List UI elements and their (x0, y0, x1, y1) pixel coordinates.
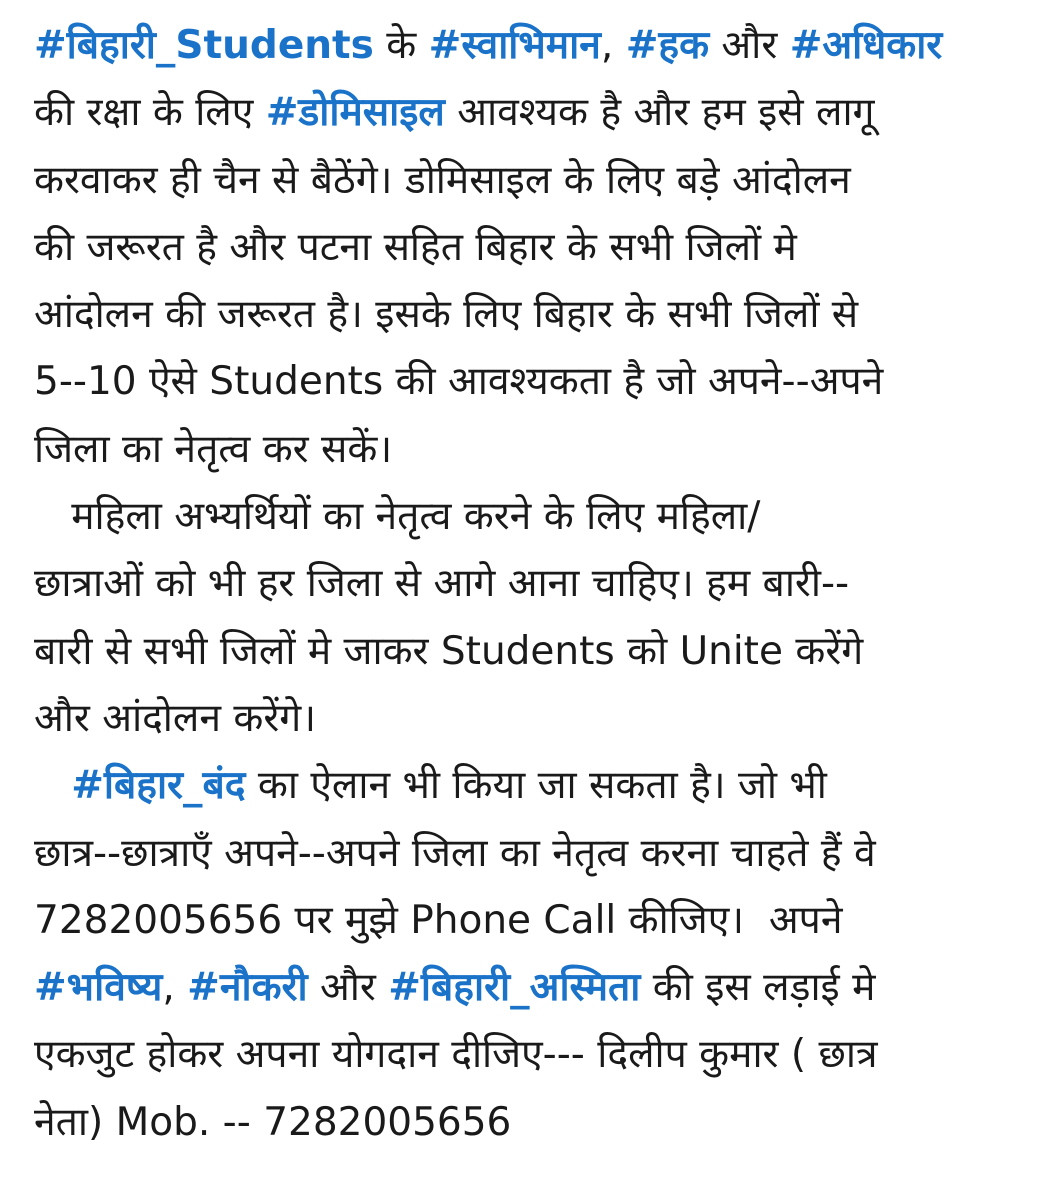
text-line (34, 281, 1059, 348)
text-line (34, 483, 1059, 550)
text-line (34, 550, 1059, 617)
text-line (34, 820, 1059, 887)
text-line (34, 79, 1059, 146)
text-line (34, 1089, 1059, 1156)
hashtag-link[interactable]: #अधिकार (789, 23, 943, 68)
text-segment (34, 763, 71, 808)
post-text (34, 12, 1059, 1156)
hashtag-link[interactable]: #बिहार_बंद (71, 763, 246, 809)
hashtag-link[interactable]: #डोमिसाइल (265, 90, 445, 136)
text-line (34, 147, 1059, 214)
text-segment: का ऐलान भी किया जा सकता है। जो भी (245, 763, 827, 809)
text-line (34, 618, 1059, 685)
hashtag-link[interactable]: #भविष्य (34, 965, 163, 1011)
text-segment: 5--10 ऐसे Students की आवश्यकता है जो अपने--अपने (34, 359, 884, 405)
hashtag-link[interactable]: #नौकरी (187, 965, 308, 1011)
text-segment: की जरूरत है और पटना सहित बिहार के सभी जिलों मे (34, 224, 797, 270)
text-segment: जिला का नेतृत्व कर सकें। (34, 426, 393, 472)
text-segment: करवाकर ही चैन से बैठेंगे। डोमिसाइल के लिए बड़े आंदोलन (34, 157, 851, 203)
text-segment: आवश्यक है और हम इसे लागू (444, 90, 875, 136)
text-line (34, 752, 1059, 819)
hashtag-link[interactable]: #हक (625, 23, 710, 68)
text-line (34, 348, 1059, 415)
text-line (34, 887, 1059, 954)
text-segment: एकजुट होकर अपना योगदान दीजिए--- दिलीप कुमार ( छात्र (34, 1032, 878, 1078)
text-segment: और आंदोलन करेंगे। (34, 695, 317, 741)
hashtag-link[interactable]: #बिहारी_अस्मिता (388, 965, 641, 1011)
text-segment: आंदोलन की जरूरत है। इसके लिए बिहार के सभी जिलों से (34, 292, 859, 338)
hashtag-link[interactable]: #बिहारी_Students (34, 23, 374, 68)
text-segment: छात्र--छात्राएँ अपने--अपने जिला का नेतृत्व करना चाहते हैं वे (34, 830, 876, 876)
text-line (34, 12, 1059, 79)
text-line (34, 214, 1059, 281)
text-segment: , (600, 23, 626, 68)
text-segment: की रक्षा के लिए (34, 90, 266, 136)
text-segment: के (373, 23, 429, 68)
text-line (34, 954, 1059, 1021)
hashtag-link[interactable]: #स्वाभिमान (428, 23, 601, 68)
text-segment: , (162, 965, 188, 1011)
text-segment: नेता) Mob. -- 7282005656 (34, 1099, 512, 1145)
text-segment: महिला अभ्यर्थियों का नेतृत्व करने के लिए महिला/ (34, 494, 761, 540)
text-line (34, 416, 1059, 483)
text-line (34, 685, 1059, 752)
text-segment: बारी से सभी जिलों मे जाकर Students को Unite करेंगे (34, 628, 864, 674)
text-segment: की इस लड़ाई मे (640, 965, 876, 1011)
text-segment: छात्राओं को भी हर जिला से आगे आना चाहिए। हम बारी-- (34, 561, 850, 607)
text-segment: 7282005656 पर मुझे Phone Call कीजिए। अपने (34, 897, 843, 943)
text-segment: और (307, 965, 389, 1011)
text-segment: और (709, 23, 790, 68)
text-line (34, 1021, 1059, 1088)
